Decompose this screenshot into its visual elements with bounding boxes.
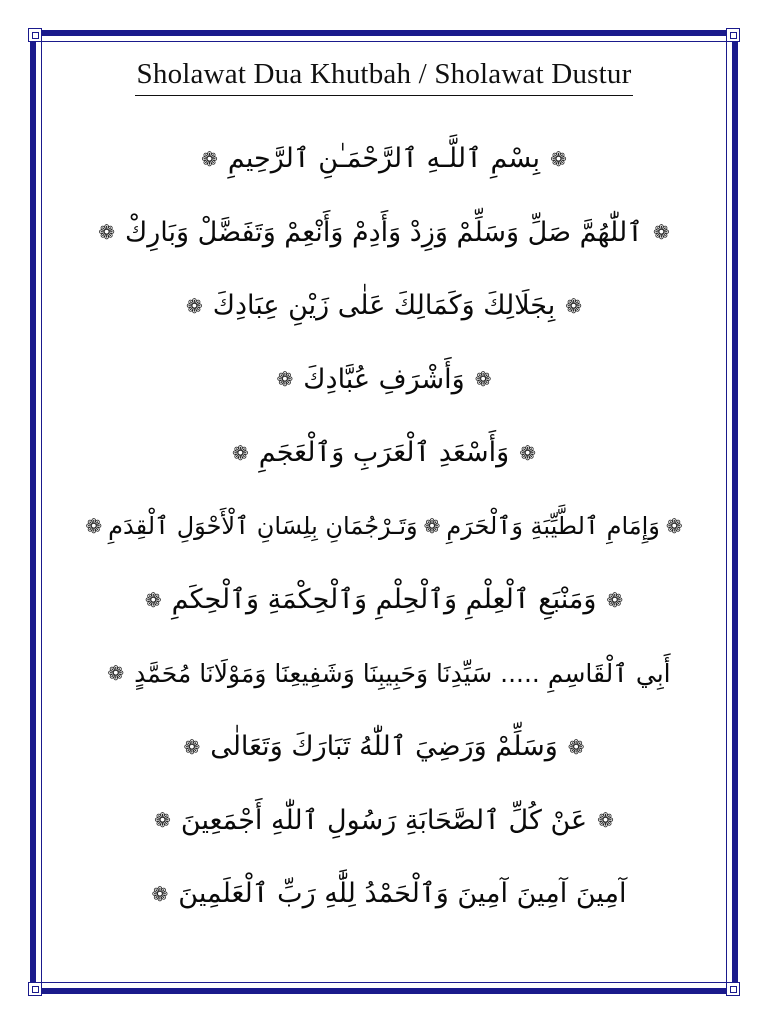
flower-ornament-icon: ❁ [423,514,441,539]
prayer-line [50,416,718,490]
prayer-line-text: وَأَشْرَفِ عُبَّادِكَ [303,363,465,395]
flower-ornament-icon: ❁ [144,587,162,612]
prayer-line-text: بِجَلَالِكَ وَكَمَالِكَ عَلٰى زَيْنِ عِبَادِكَ [212,290,556,322]
prayer-line [50,784,718,858]
corner-ornament-bottom-left [28,982,42,996]
flower-ornament-icon: ❁ [151,881,169,906]
prayer-line-text: بِسْمِ ٱللَّـهِ ٱلرَّحْمَـٰنِ ٱلرَّحِيمِ [227,143,541,175]
flower-ornament-icon: ❁ [565,293,583,318]
prayer-text-block [50,122,718,931]
flower-ornament-icon: ❁ [653,220,670,245]
corner-ornament-top-right [726,28,740,42]
flower-ornament-icon: ❁ [550,146,567,171]
flower-ornament-icon: ❁ [185,293,203,318]
flower-ornament-icon: ❁ [665,514,683,539]
document-title: Sholawat Dua Khutbah / Sholawat Dustur [135,58,634,96]
flower-ornament-icon: ❁ [597,808,614,833]
prayer-line-text: وَسَلِّمْ وَرَضِيَ ٱللّٰهُ تَبَارَكَ وَتَعَالٰى [210,731,558,763]
prayer-line [50,563,718,637]
prayer-line-text: وَمَنْبَعِ ٱلْعِلْمِ وَٱلْحِلْمِ وَٱلْحِكْمَةِ وَٱلْحِكَمِ [171,584,597,616]
prayer-line [50,122,718,196]
prayer-line-text: ٱللّٰهُمَّ صَلِّ وَسَلِّمْ وَزِدْ وَأَدِمْ وَأَنْعِمْ وَتَفَضَّلْ وَبَارِكْ [125,216,643,248]
prayer-line [50,490,718,564]
prayer-line-text: آمِينَ آمِينَ آمِينَ وَٱلْحَمْدُ لِلَّٰهِ رَبِّ ٱلْعَلَمِينَ [178,878,627,910]
prayer-line-text: وَأَسْعَدِ ٱلْعَرَبِ وَٱلْعَجَمِ [258,437,510,469]
title-container [0,58,768,96]
prayer-line [50,637,718,711]
prayer-line [50,343,718,417]
flower-ornament-icon: ❁ [474,367,492,392]
corner-ornament-top-left [28,28,42,42]
prayer-line-text: عَنْ كُلِّ ٱلصَّحَابَةِ رَسُولِ ٱللّٰهِ أَجْمَعِينَ [180,804,588,836]
prayer-line [50,710,718,784]
flower-ornament-icon: ❁ [107,661,125,686]
flower-ornament-icon: ❁ [201,146,218,171]
flower-ornament-icon: ❁ [85,514,103,539]
prayer-line [50,269,718,343]
corner-ornament-bottom-right [726,982,740,996]
flower-ornament-icon: ❁ [519,440,536,465]
prayer-line [50,196,718,270]
flower-ornament-icon: ❁ [183,734,201,759]
flower-ornament-icon: ❁ [154,808,171,833]
flower-ornament-icon: ❁ [606,587,624,612]
flower-ornament-icon: ❁ [567,734,585,759]
prayer-line-text: وَتَـرْجُمَانِ بِلِسَانِ ٱلْأَحْوَلِ ٱلْقِدَمِ [108,512,418,541]
prayer-line-text: أَبِي ٱلْقَاسِمِ ..... سَيِّدِنَا وَحَبِيبِنَا وَشَفِيعِنَا وَمَوْلَانَا مُحَمَّدٍ [134,658,671,688]
prayer-line [50,857,718,931]
prayer-line-text: وَإِمَامِ ٱلطَّيِّبَةِ وَٱلْحَرَمِ [446,512,660,541]
flower-ornament-icon: ❁ [232,440,249,465]
flower-ornament-icon: ❁ [276,367,294,392]
flower-ornament-icon: ❁ [98,220,115,245]
